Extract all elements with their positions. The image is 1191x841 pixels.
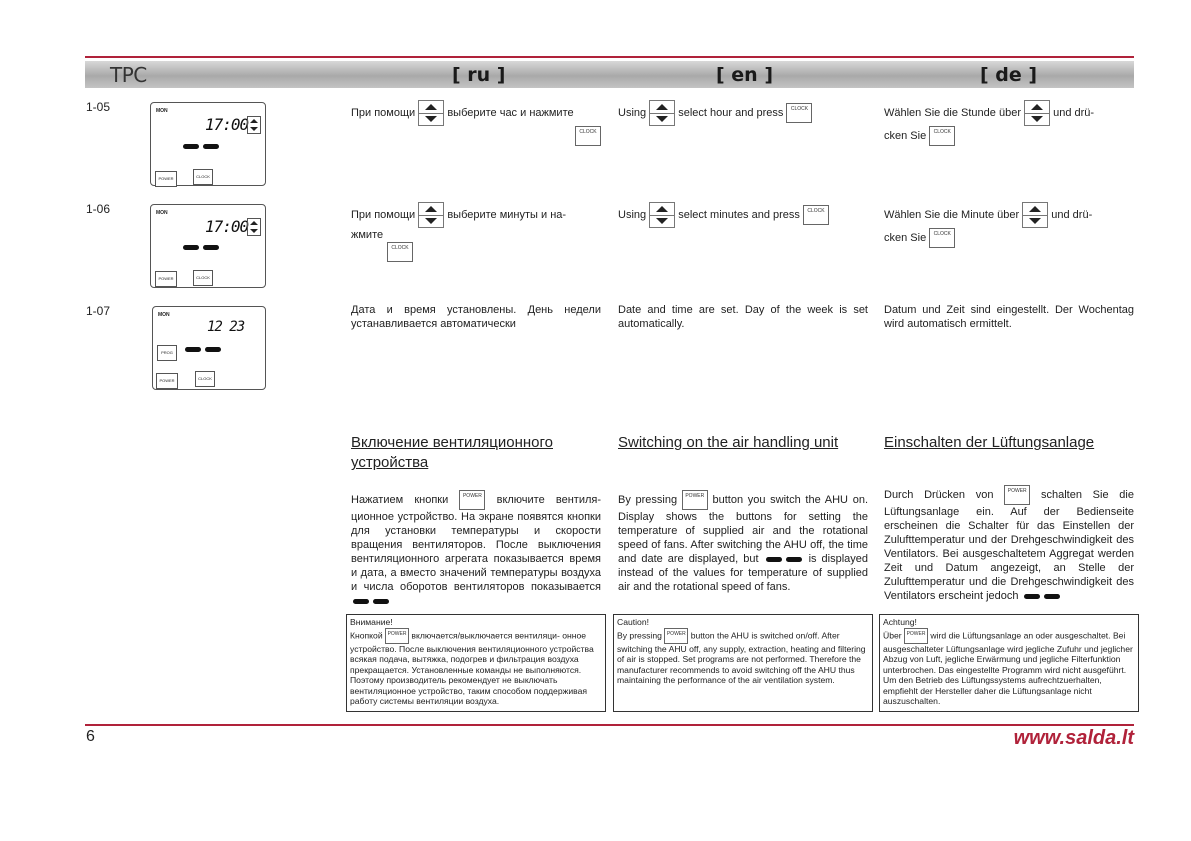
de-step3: Datum und Zeit sind eingestellt. Der Wochentag wird automatisch ermittelt.: [884, 304, 1134, 330]
fan-icon: [353, 599, 369, 604]
power-button-icon: POWER: [664, 628, 688, 644]
updown-icon: [418, 100, 444, 126]
lcd-display: [150, 204, 266, 288]
text: und drü-: [1053, 106, 1095, 119]
fan-icon: [205, 347, 221, 352]
fan-icon: [766, 557, 782, 562]
text: выберите минуты и на-: [447, 208, 567, 221]
updown-icon: [1024, 100, 1050, 126]
text: Durch Drücken von: [884, 488, 994, 501]
ru-step3: Дата и время установлены. День недели устанавливается автоматически: [351, 304, 601, 330]
lang-ru-label: [ ru ]: [452, 64, 506, 86]
text: on. Display shows the buttons for setting the temperature of supplied air and the rotational speed of fans. After switching the AHU off, the time and date are displayed, but: [618, 493, 868, 565]
text: При помощи: [351, 208, 416, 221]
de-step2: [884, 202, 1134, 248]
clock-button-icon: CLOCK: [929, 228, 955, 248]
step-number: 1-07: [86, 304, 111, 318]
clock-button-icon: CLOCK: [929, 126, 955, 146]
step-number: 1-05: [86, 100, 111, 114]
lcd-clock-button: CLOCK: [193, 169, 213, 185]
website-link[interactable]: www.salda.lt: [1013, 727, 1134, 749]
text: При помощи: [351, 106, 416, 119]
power-button-icon: POWER: [385, 628, 409, 644]
warning-title: Caution!: [617, 617, 650, 627]
page-number: 6: [86, 728, 95, 745]
lcd-day: MON: [158, 312, 170, 318]
updown-icon: [247, 116, 261, 134]
text: Lüftungsanlage ein. Auf der Bedienseite erscheinen die Schalter für das Einstellen der Zulufttemperatur und der Drehgeschwindigkeit des Ventilators. Bei ausgeschaltetem Aggregat werden Zeit und Datum angezeigt, an Stelle der Zulufttemperatur und die Drehgeschwindigkeit des Ventilators erscheint jedoch: [884, 506, 1134, 602]
text: онное устройство. После выключения вентиляционного устройства всякая подача, вытяжка, подогрев и фильтрация воздуха прекращается. Установленные команды не выполняются. Поэтому производитель рекомендует не выключать вентиляционное устройство, таким способом поддерживая работу системы вентиляции воздуха.: [350, 629, 594, 706]
lcd-power-button: POWER: [156, 373, 178, 389]
en-step1: [618, 100, 868, 126]
ru-warning-box: [346, 614, 606, 712]
fan-icon: [203, 245, 219, 250]
text: Using: [618, 208, 647, 221]
text: жмите: [351, 229, 384, 241]
updown-icon: [649, 100, 675, 126]
updown-icon: [649, 202, 675, 228]
lcd-display: [152, 306, 266, 390]
de-step1: [884, 100, 1134, 146]
text: Using: [618, 106, 647, 119]
en-heading: Switching on the air handling unit: [618, 434, 839, 451]
header-bar: [85, 61, 1134, 88]
fan-icon: [183, 245, 199, 250]
ru-heading: Включение вентиляционного устройства: [351, 434, 553, 471]
fan-icon: [185, 347, 201, 352]
clock-button-icon: CLOCK: [786, 103, 812, 123]
clock-button-icon: CLOCK: [387, 242, 413, 262]
lcd-time: 17:00: [205, 115, 249, 134]
text: Wählen Sie die Minute über: [884, 208, 1020, 221]
text: schalten Sie die: [1040, 488, 1134, 501]
brand-title: TPC: [110, 63, 147, 87]
text: Bei ausgeschalteter Lüftungsanlage wird jegliche Zufuhr und jeglicher Abzug von Luft, jegliche Erwärmung und jegliche Filterfunktion unterbrochen. Das eingestellte Programm wird nicht ausgeführt. Um den Betrieb des Lüftungssystems aufrechtzuerhalten, empfiehlt der Hersteller daher die Lüftungsanlage nicht auszuschalten.: [883, 629, 1133, 706]
power-button-icon: POWER: [1004, 485, 1030, 505]
updown-icon: [1022, 202, 1048, 228]
ru-step2: [351, 202, 601, 262]
text: After switching the AHU off, any supply, extraction, heating and filtering of air is stopped. Set programs are not performed. Therefore the manufacturer recommends to avoid switching off the AHU thus maintaining the performance of the air ventilation system.: [617, 629, 866, 685]
text: und drü-: [1051, 208, 1093, 221]
en-warning-box: [613, 614, 873, 712]
text: select minutes and press: [678, 208, 800, 221]
lcd-time: 12 23: [207, 319, 245, 335]
power-button-icon: POWER: [682, 490, 708, 510]
en-paragraph: [618, 490, 868, 594]
ru-step1: [351, 100, 601, 146]
de-warning-box: [879, 614, 1139, 712]
lang-en-label: [ en ]: [716, 64, 774, 86]
de-paragraph: [884, 485, 1134, 603]
text: By pressing: [618, 493, 678, 506]
text: By pressing: [617, 629, 662, 640]
text: ционное устройство. На экране появятся кнопки для установки температуры и скорости вращения вентиляторов. После выключения вентиляционного агрегата показывается время и дата, а вместо значений температуры воздуха и числа оборотов вентиляторов показывается: [351, 511, 601, 593]
text: включается/выключается вентиляци-: [411, 629, 560, 640]
lcd-power-button: POWER: [155, 171, 177, 187]
fan-icon: [1024, 594, 1040, 599]
de-heading: Einschalten der Lüftungsanlage: [884, 434, 1095, 451]
fan-icon: [373, 599, 389, 604]
lcd-day: MON: [156, 210, 168, 216]
lcd-time: 17:00: [205, 217, 249, 236]
warning-title: Achtung!: [883, 617, 917, 627]
lcd-prog-button: PROG: [157, 345, 177, 361]
text: Wählen Sie die Stunde über: [884, 106, 1021, 119]
fan-icon: [786, 557, 802, 562]
text: is displayed instead of the values for temperature of supplied air and the rotational speed of fans.: [618, 553, 868, 593]
en-step2: [618, 202, 868, 228]
text: wird die Lüftungsanlage an oder ausgeschaltet.: [930, 629, 1111, 640]
top-rule: [85, 56, 1134, 58]
text: Кнопкой: [350, 629, 383, 640]
text: включите вентиля-: [496, 493, 602, 506]
power-button-icon: POWER: [904, 628, 928, 644]
text: Über: [883, 629, 902, 640]
text: button the AHU is switched on/off.: [690, 629, 820, 640]
text: выберите час и нажмите: [447, 106, 574, 119]
bottom-rule: [85, 724, 1134, 726]
lcd-power-button: POWER: [155, 271, 177, 287]
text: select hour and press: [678, 106, 784, 119]
en-step3: Date and time are set. Day of the week is set automatically.: [618, 304, 868, 330]
updown-icon: [247, 218, 261, 236]
step-number: 1-06: [86, 202, 111, 216]
fan-icon: [1044, 594, 1060, 599]
lang-de-label: [ de ]: [980, 64, 1038, 86]
clock-button-icon: CLOCK: [575, 126, 601, 146]
ru-paragraph: [351, 490, 601, 608]
lcd-display: [150, 102, 266, 186]
updown-icon: [418, 202, 444, 228]
clock-button-icon: CLOCK: [803, 205, 829, 225]
text: Нажатием кнопки: [351, 493, 449, 506]
warning-title: Внимание!: [350, 617, 393, 627]
power-button-icon: POWER: [459, 490, 485, 510]
lcd-clock-button: CLOCK: [193, 270, 213, 286]
lcd-day: MON: [156, 108, 168, 114]
text: button you switch the AHU: [712, 493, 849, 506]
lcd-clock-button: CLOCK: [195, 371, 215, 387]
text: cken Sie: [884, 129, 927, 142]
text: cken Sie: [884, 231, 927, 244]
fan-icon: [203, 144, 219, 149]
fan-icon: [183, 144, 199, 149]
